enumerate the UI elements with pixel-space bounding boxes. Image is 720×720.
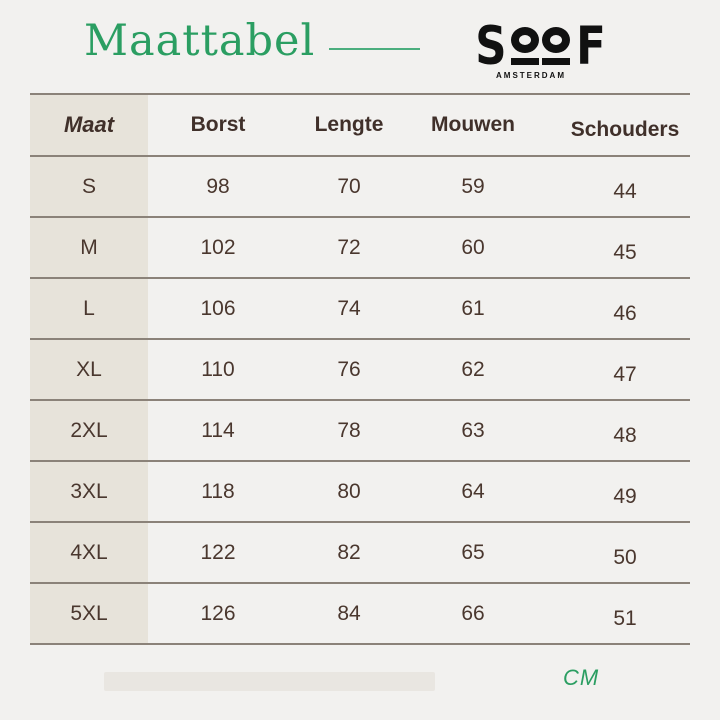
measurement-value-text: 47	[613, 362, 637, 386]
measurement-value-text: 59	[461, 174, 485, 198]
measurement-value-text: 62	[461, 357, 485, 381]
column-header-borst	[148, 94, 288, 156]
logo-o-icon	[511, 27, 539, 65]
size-label-text: 2XL	[70, 418, 108, 442]
size-label-text: M	[80, 235, 98, 259]
measurement-value-text: 106	[200, 296, 236, 320]
measurement-value-text: 80	[337, 479, 361, 503]
column-header-mouwen	[410, 94, 536, 156]
measurement-value	[148, 461, 288, 522]
table-row-xl	[30, 339, 690, 400]
column-header-label: Lengte	[314, 113, 384, 136]
page-title: Maattabel	[84, 16, 316, 66]
logo-o-ring	[511, 27, 539, 53]
size-label	[30, 583, 148, 644]
size-table	[30, 93, 690, 645]
table-head	[30, 94, 690, 156]
measurement-value-text: 46	[613, 301, 637, 325]
size-label	[30, 522, 148, 583]
logo-letter-f: F	[576, 16, 605, 77]
brand-logo	[472, 16, 605, 80]
measurement-value	[410, 522, 536, 583]
measurement-value	[288, 461, 410, 522]
measurement-value	[410, 461, 536, 522]
measurement-value-text: 44	[613, 179, 637, 203]
size-label-text: L	[83, 296, 95, 320]
measurement-value-text: 114	[201, 418, 235, 442]
measurement-value	[410, 217, 536, 278]
measurement-value-text: 45	[613, 240, 637, 264]
measurement-value	[536, 461, 690, 522]
measurement-value	[288, 156, 410, 217]
measurement-value-text: 102	[200, 235, 236, 259]
measurement-value-text: 64	[461, 479, 485, 503]
measurement-value	[410, 339, 536, 400]
measurement-value-text: 63	[461, 418, 485, 442]
measurement-value-text: 126	[200, 601, 236, 625]
table-row-5xl	[30, 583, 690, 644]
column-header-maat	[30, 94, 148, 156]
measurement-value	[410, 400, 536, 461]
unit-label: CM	[563, 665, 600, 690]
size-label	[30, 156, 148, 217]
column-header-label: Mouwen	[431, 113, 515, 136]
measurement-value	[536, 339, 690, 400]
measurement-value	[288, 583, 410, 644]
measurement-value	[410, 278, 536, 339]
measurement-value-text: 65	[461, 540, 485, 564]
measurement-value	[536, 156, 690, 217]
table-body	[30, 156, 690, 644]
table-row-3xl	[30, 461, 690, 522]
measurement-value-text: 60	[461, 235, 485, 259]
measurement-value-text: 72	[337, 235, 361, 259]
measurement-value-text: 48	[613, 423, 637, 447]
measurement-value-text: 84	[337, 601, 361, 625]
measurement-value	[288, 522, 410, 583]
measurement-value	[288, 339, 410, 400]
header	[0, 0, 720, 93]
title-dash-line	[329, 48, 420, 50]
measurement-value-text: 70	[337, 174, 361, 198]
column-header-lengte	[288, 94, 410, 156]
measurement-value	[288, 217, 410, 278]
size-table-container	[30, 93, 690, 645]
measurement-value-text: 122	[200, 540, 236, 564]
size-label-text: S	[81, 174, 96, 198]
size-label-text: XL	[76, 357, 102, 381]
measurement-value	[148, 583, 288, 644]
measurement-value	[288, 278, 410, 339]
measurement-value	[536, 400, 690, 461]
measurement-value	[536, 522, 690, 583]
size-label-text: 3XL	[70, 479, 108, 503]
measurement-value	[148, 278, 288, 339]
measurement-value-text: 118	[201, 479, 235, 503]
measurement-value	[410, 156, 536, 217]
column-header-label: Maat	[63, 112, 115, 137]
table-row-4xl	[30, 522, 690, 583]
measurement-value	[536, 278, 690, 339]
measurement-value	[148, 156, 288, 217]
measurement-value	[288, 400, 410, 461]
measurement-value-text: 61	[461, 296, 485, 320]
measurement-value-text: 82	[337, 540, 361, 564]
logo-letter-s: S	[475, 16, 505, 77]
table-row-l	[30, 278, 690, 339]
column-header-schouders	[536, 94, 690, 156]
horizontal-scrollbar[interactable]	[104, 672, 435, 691]
logo-o-icon	[542, 27, 570, 65]
measurement-value	[148, 339, 288, 400]
logo-o-underline	[542, 58, 570, 65]
measurement-value	[148, 400, 288, 461]
measurement-value-text: 74	[337, 296, 361, 320]
size-label	[30, 461, 148, 522]
brand-subtitle: AMSTERDAM	[496, 71, 566, 80]
table-row-s	[30, 156, 690, 217]
measurement-value	[410, 583, 536, 644]
size-label	[30, 339, 148, 400]
size-label-text: 5XL	[70, 601, 108, 625]
measurement-value-text: 110	[201, 357, 235, 381]
logo-o-ring	[542, 27, 570, 53]
measurement-value	[148, 522, 288, 583]
size-label	[30, 400, 148, 461]
measurement-value	[536, 583, 690, 644]
measurement-value-text: 78	[337, 418, 361, 442]
measurement-value	[148, 217, 288, 278]
column-header-label: Schouders	[570, 118, 680, 141]
size-label	[30, 278, 148, 339]
measurement-value-text: 76	[337, 357, 361, 381]
size-label	[30, 217, 148, 278]
header-row	[30, 94, 690, 156]
column-header-label: Borst	[190, 113, 246, 136]
table-row-2xl	[30, 400, 690, 461]
logo-o-underline	[511, 58, 539, 65]
measurement-value-text: 98	[206, 174, 230, 198]
measurement-value	[536, 217, 690, 278]
measurement-value-text: 51	[613, 606, 637, 630]
measurement-value-text: 49	[613, 484, 637, 508]
size-label-text: 4XL	[70, 540, 108, 564]
measurement-value-text: 66	[461, 601, 485, 625]
table-row-m	[30, 217, 690, 278]
measurement-value-text: 50	[613, 545, 637, 569]
